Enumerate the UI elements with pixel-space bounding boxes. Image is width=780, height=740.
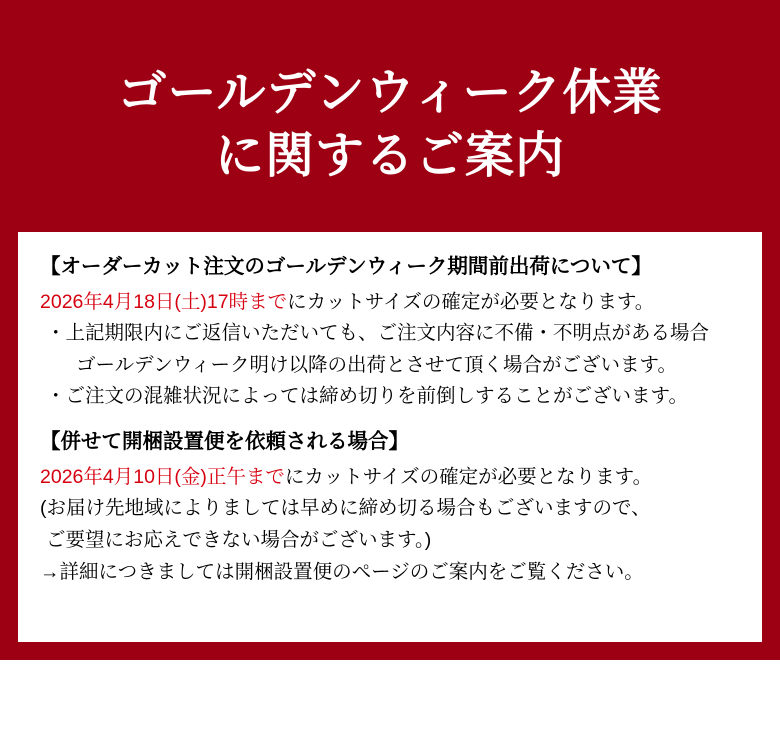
section-2-heading: 【併せて開梱設置便を依頼される場合】	[40, 430, 409, 454]
section-1-heading: 【オーダーカット注文のゴールデンウィーク期間前出荷について】	[40, 255, 652, 278]
section-1-deadline-black: にカットサイズの確定が必要となります。	[287, 290, 655, 313]
section-2-line-3: ご要望にお応えできない場合がございます。)	[46, 528, 432, 551]
section-1-line-2: ・上記期限内にご返信いただいても、ご注文内容に不備・不明点がある場合	[46, 322, 710, 345]
section-1-line-1	[40, 287, 740, 319]
banner-title-line-2: に関するご案内	[214, 128, 565, 183]
info-panel	[18, 232, 762, 642]
section-2-deadline-black: にカットサイズの確定が必要となります。	[284, 465, 653, 488]
section-2-line-4: →詳細につきましては開梱設置便のページのご案内をご覧ください。	[40, 560, 644, 583]
section-1-line-3: ゴールデンウィーク明け以降の出荷とさせて頂く場合がございます。	[76, 353, 677, 376]
banner-title	[0, 62, 780, 187]
section-2-line-1	[40, 462, 740, 494]
section-2-line-2: (お届け先地域によりましては早めに締め切る場合もございますので、	[40, 497, 651, 520]
bottom-strip	[0, 660, 780, 740]
section-1-line-4: ・ご注文の混雑状況によっては締め切りを前倒しすることがございます。	[46, 385, 688, 408]
section-1-deadline-red: 2026年4月18日(土)17時まで	[40, 290, 288, 313]
section-2-deadline-red: 2026年4月10日(金)正午まで	[40, 465, 285, 488]
banner-title-line-1: ゴールデンウィーク休業	[117, 66, 663, 120]
